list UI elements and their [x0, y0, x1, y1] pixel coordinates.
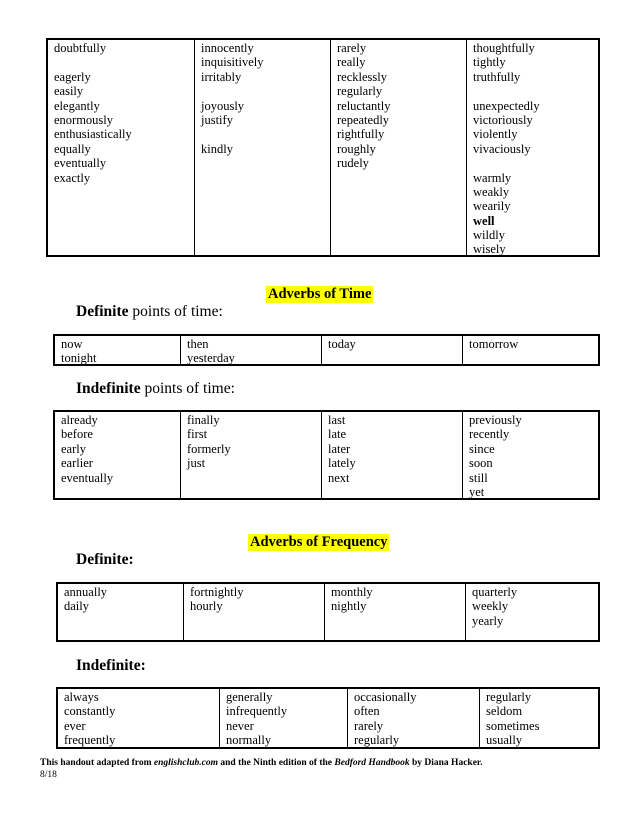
word-item: soon: [469, 456, 493, 471]
word-item: next: [328, 470, 350, 485]
indefinite-frequency-table: [56, 687, 600, 749]
word-item: joyously: [201, 98, 245, 113]
word-item: exactly: [54, 170, 91, 185]
word-item: often: [354, 704, 380, 719]
word-item: enthusiastically: [54, 127, 132, 142]
word-item: regularly: [354, 733, 400, 748]
adverbs-of-time-heading: Adverbs of Time: [268, 286, 372, 302]
adverbs-of-frequency-heading: Adverbs of Frequency: [250, 534, 388, 550]
word-item: unexpectedly: [473, 98, 540, 113]
footer-credit: [40, 758, 483, 768]
word-item: hourly: [190, 599, 223, 614]
table-column: [479, 689, 598, 747]
word-item: eventually: [54, 156, 107, 171]
word-item: formerly: [187, 441, 231, 456]
table-column: [55, 336, 180, 364]
blank-line: [54, 55, 194, 69]
word-item: doubtfully: [54, 41, 107, 55]
word-item: since: [469, 441, 495, 456]
word-item: always: [64, 690, 99, 704]
word-item: well: [473, 213, 495, 228]
word-item: ever: [64, 718, 86, 733]
word-item: infrequently: [226, 704, 288, 719]
definite-time-label-bold: Definite: [76, 303, 129, 320]
word-item: rarely: [337, 41, 367, 55]
word-item: today: [328, 337, 356, 351]
table-column: [321, 336, 462, 364]
definite-frequency-table: [56, 582, 600, 642]
word-item: warmly: [473, 170, 512, 185]
word-item: weakly: [473, 184, 510, 199]
word-item: quarterly: [472, 585, 518, 599]
word-item: elegantly: [54, 98, 100, 113]
word-item: finally: [187, 413, 220, 427]
word-item: justify: [201, 112, 233, 127]
word-item: nightly: [331, 599, 367, 614]
table-column: [465, 584, 598, 640]
word-item: eagerly: [54, 69, 91, 84]
word-item: frequently: [64, 733, 116, 748]
table-column: [180, 412, 321, 498]
indefinite-time-label-rest: points of time:: [140, 380, 235, 397]
word-item: weekly: [472, 599, 509, 614]
word-item: vivaciously: [473, 141, 531, 156]
word-item: generally: [226, 690, 273, 704]
word-item: sometimes: [486, 718, 540, 733]
footer-site: englishclub.com: [153, 758, 218, 768]
table-column: [48, 40, 194, 255]
word-item: before: [61, 427, 93, 442]
word-item: already: [61, 413, 98, 427]
table-column: [330, 40, 466, 255]
indefinite-time-label: [76, 380, 235, 398]
word-item: wildly: [473, 228, 505, 243]
word-item: later: [328, 441, 351, 456]
word-item: yet: [469, 484, 485, 499]
table-column: [324, 584, 465, 640]
table-column: [183, 584, 324, 640]
word-item: never: [226, 718, 254, 733]
blank-line: [201, 84, 330, 98]
footer-suffix: by Diana Hacker.: [409, 758, 483, 768]
word-item: irritably: [201, 69, 242, 84]
word-item: repeatedly: [337, 112, 390, 127]
definite-time-table: [53, 334, 600, 366]
table-column: [55, 412, 180, 498]
footer-middle: and the Ninth edition of the: [218, 758, 335, 768]
word-item: still: [469, 470, 488, 485]
indefinite-time-label-bold: Indefinite: [76, 380, 141, 397]
table-column: [58, 584, 183, 640]
definite-frequency-label-bold: Definite:: [76, 551, 134, 568]
word-item: wearily: [473, 199, 511, 214]
word-item: then: [187, 337, 209, 351]
definite-time-label-rest: points of time:: [128, 303, 223, 320]
word-item: yearly: [472, 613, 504, 628]
indefinite-time-table: [53, 410, 600, 500]
word-item: late: [328, 427, 347, 442]
word-item: tonight: [61, 351, 97, 366]
word-item: monthly: [331, 585, 373, 599]
definite-time-label: [76, 303, 223, 321]
word-item: eventually: [61, 470, 114, 485]
word-item: yesterday: [187, 351, 235, 366]
word-item: roughly: [337, 141, 376, 156]
word-item: tightly: [473, 55, 506, 70]
word-item: usually: [486, 733, 523, 748]
word-item: recently: [469, 427, 510, 442]
word-item: occasionally: [354, 690, 417, 704]
table-column: [466, 40, 598, 255]
word-item: easily: [54, 84, 84, 99]
table-column: [347, 689, 479, 747]
word-item: annually: [64, 585, 108, 599]
word-item: recklessly: [337, 69, 387, 84]
word-item: regularly: [486, 690, 532, 704]
word-item: innocently: [201, 41, 254, 55]
table-column: [219, 689, 347, 747]
word-item: reluctantly: [337, 98, 391, 113]
word-item: earlier: [61, 456, 93, 471]
word-item: first: [187, 427, 208, 442]
word-item: inquisitively: [201, 55, 264, 70]
word-item: seldom: [486, 704, 523, 719]
word-item: equally: [54, 141, 91, 156]
table-column: [462, 336, 598, 364]
word-item: rarely: [354, 718, 384, 733]
word-item: thoughtfully: [473, 41, 535, 55]
word-item: last: [328, 413, 346, 427]
word-item: tomorrow: [469, 337, 519, 351]
word-item: regularly: [337, 84, 383, 99]
indefinite-frequency-label: [76, 657, 146, 675]
table-column: [321, 412, 462, 498]
word-item: rightfully: [337, 127, 385, 142]
blank-line: [201, 127, 330, 141]
blank-line: [473, 156, 598, 170]
table-column: [194, 40, 330, 255]
definite-frequency-label: [76, 551, 134, 569]
word-item: truthfully: [473, 69, 521, 84]
word-item: lately: [328, 456, 356, 471]
word-item: early: [61, 441, 86, 456]
word-item: daily: [64, 599, 89, 614]
table-column: [180, 336, 321, 364]
footer-book: Bedford Handbook: [334, 758, 410, 768]
word-item: just: [187, 456, 206, 471]
indefinite-frequency-label-bold: Indefinite:: [76, 657, 146, 674]
table-column: [58, 689, 219, 747]
manner-adverbs-table: [46, 38, 600, 257]
word-item: really: [337, 55, 366, 70]
word-item: victoriously: [473, 112, 533, 127]
word-item: fortnightly: [190, 585, 244, 599]
word-item: wisely: [473, 242, 506, 257]
table-column: [462, 412, 598, 498]
word-item: enormously: [54, 112, 114, 127]
word-item: violently: [473, 127, 518, 142]
word-item: rudely: [337, 156, 369, 171]
footer-prefix: This handout adapted from: [40, 758, 154, 768]
page-number: 8/18: [40, 770, 57, 780]
word-item: now: [61, 337, 83, 351]
word-item: constantly: [64, 704, 116, 719]
blank-line: [473, 84, 598, 98]
word-item: kindly: [201, 141, 233, 156]
word-item: normally: [226, 733, 272, 748]
word-item: previously: [469, 413, 522, 427]
